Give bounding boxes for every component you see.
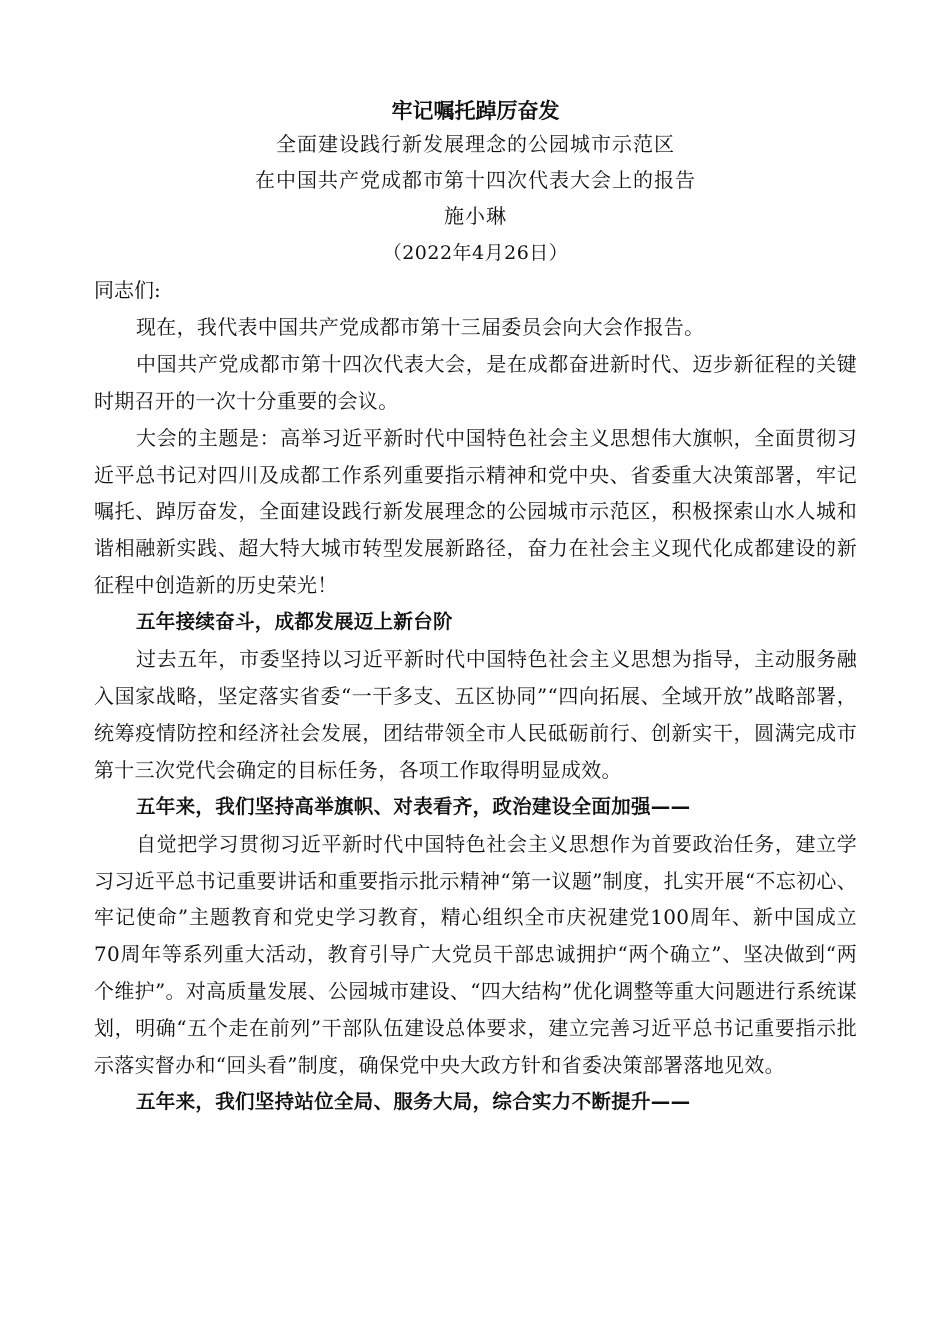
paragraph: 自觉把学习贯彻习近平新时代中国特色社会主义思想作为首要政治任务，建立学习习近平总书记重要讲话和重要指示批示精神“第一议题”制度，扎实开展“不忘初心、牢记使命”主题教育和党史学习教育，精心组织全市庆祝建党100周年、新中国成立70周年等系列重大活动，教育引导广大党员干部忠诚拥护“两个确立”、坚决做到“两个维护”。对高质量发展、公园城市建设、“四大结构”优化调整等重大问题进行系统谋划，明确“五个走在前列”干部队伍建设总体要求，建立完善习近平总书记重要指示批示落实督办和“回头看”制度，确保党中央大政方针和省委决策部署落地见效。 bbox=[94, 831, 857, 1078]
salutation: 同志们: bbox=[94, 278, 161, 302]
paragraph: 中国共产党成都市第十四次代表大会，是在成都奋进新时代、迈步新征程的关键时期召开的一次十分重要的会议。 bbox=[94, 351, 857, 413]
document-page bbox=[94, 96, 857, 1121]
section-heading: 五年接续奋斗，成都发展迈上新台阶 bbox=[136, 610, 453, 634]
section-heading: 五年来，我们坚持高举旗帜、对表看齐，政治建设全面加强—— bbox=[136, 794, 691, 818]
section-heading: 五年来，我们坚持站位全局、服务大局，综合实力不断提升—— bbox=[136, 1089, 691, 1113]
document-subtitle: 全面建设践行新发展理念的公园城市示范区 bbox=[276, 132, 675, 156]
document-author: 施小琳 bbox=[444, 204, 507, 228]
document-date: （2022年4月26日） bbox=[382, 242, 569, 264]
paragraph: 现在，我代表中国共产党成都市第十三届委员会向大会作报告。 bbox=[136, 314, 705, 339]
paragraph: 大会的主题是：高举习近平新时代中国特色社会主义思想伟大旗帜，全面贯彻习近平总书记对四川及成都工作系列重要指示精神和党中央、省委重大决策部署，牢记嘱托、踔厉奋发，全面建设践行新发展理念的公园城市示范区，积极探索山水人城和谐相融新实践、超大特大城市转型发展新路径，奋力在社会主义现代化成都建设的新征程中创造新的历史荣光！ bbox=[94, 425, 857, 598]
document-title: 牢记嘱托踔厉奋发 bbox=[391, 99, 560, 123]
paragraph: 过去五年，市委坚持以习近平新时代中国特色社会主义思想为指导，主动服务融入国家战略，坚定落实省委“一干多支、五区协同”“四向拓展、全域开放”战略部署，统筹疫情防控和经济社会发展，团结带领全市人民砥砺前行、创新实干，圆满完成市第十三次党代会确定的目标任务，各项工作取得明显成效。 bbox=[94, 647, 857, 782]
document-subtitle-occasion: 在中国共产党成都市第十四次代表大会上的报告 bbox=[255, 168, 696, 192]
